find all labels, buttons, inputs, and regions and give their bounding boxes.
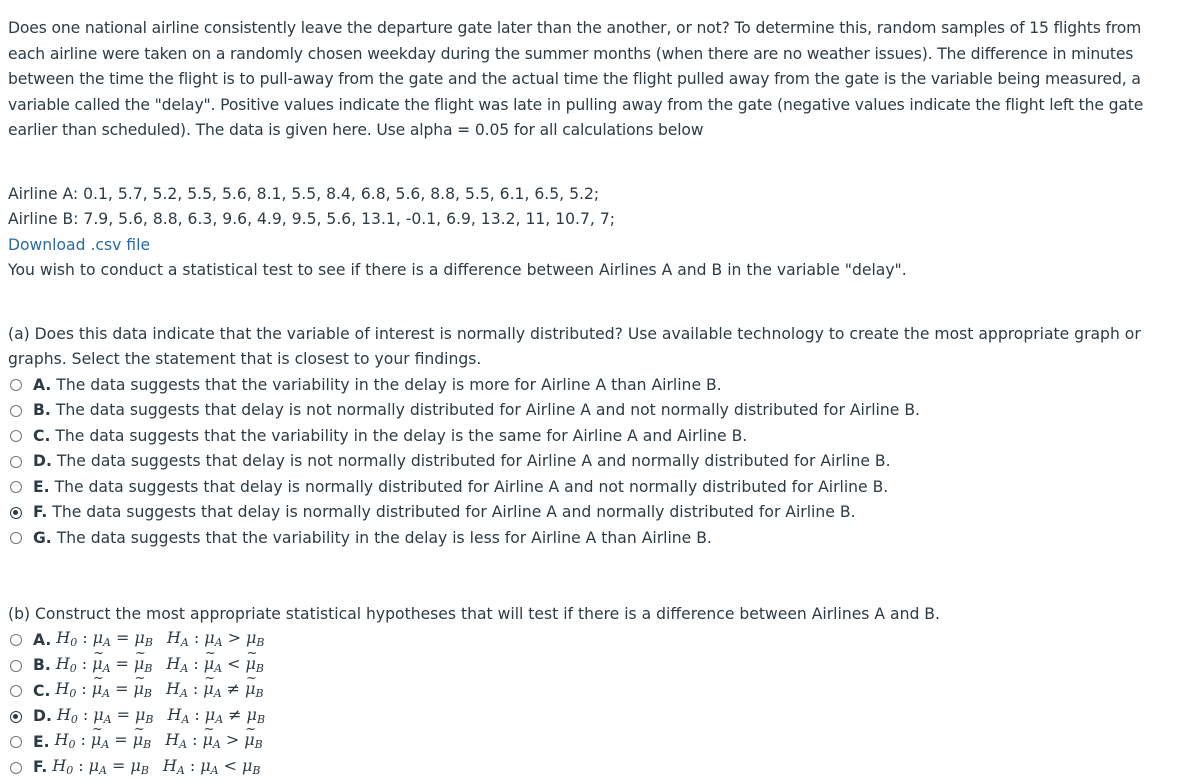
parameter-symbol — [133, 727, 143, 753]
null-hypothesis-label: H — [55, 679, 69, 698]
parameter-letter: μ — [89, 756, 99, 775]
question-intro: Does one national airline consistently leave the departure gate later than the another, or not? To determine this, random samples of 15 flights from each airline were taken on a randomly chosen weekday during the summer months (when there are no weather issues). The difference in minutes between the time the flight is to pull-away from the gate and the actual time the flight pulled away from the gate is the variable being measured, a variable called the "delay". Positive values indicate the flight was late in pulling away from the gate (negative values indicate the flight left the gate earlier than scheduled). The data is given here. Use alpha = 0.05 for all calculations below — [8, 16, 1178, 144]
colon-symbol: : — [81, 730, 86, 749]
option-letter: F. — [33, 500, 47, 526]
option-letter: F. — [33, 755, 47, 781]
option-text: The data suggests that the variability in the delay is less for Airline A than Airline B. — [57, 526, 712, 552]
parameter-symbol — [91, 727, 101, 753]
equals-symbol: = — [115, 679, 128, 698]
part-b-options — [8, 628, 1178, 781]
part-a-prompt: (a) Does this data indicate that the variable of interest is normally distributed? Use available technology to create the most appropriate graph or graphs. Select the statement that is closest to your findings. — [8, 322, 1178, 373]
hypothesis-expression — [52, 753, 260, 783]
parameter-letter: μ — [202, 730, 212, 749]
alt-hypothesis-label: H — [166, 679, 180, 698]
parameter-subscript: A — [103, 636, 111, 649]
parameter-letter: μ — [133, 679, 143, 698]
radio-button[interactable] — [10, 634, 22, 646]
airline-a-data: Airline A: 0.1, 5.7, 5.2, 5.5, 5.6, 8.1, 5.5, 8.4, 6.8, 5.6, 8.8, 5.5, 6.1, 6.5, 5.2; — [8, 182, 1178, 208]
radio-button[interactable] — [10, 660, 22, 672]
option-text: The data suggests that delay is normally distributed for Airline A and normally distributed for Airline B. — [52, 500, 855, 526]
part-a-option[interactable] — [8, 373, 1178, 399]
colon-symbol: : — [82, 654, 87, 673]
colon-symbol: : — [190, 756, 195, 775]
option-letter: C. — [33, 679, 50, 705]
radio-button[interactable] — [10, 456, 22, 468]
parameter-subscript: B — [256, 662, 264, 675]
parameter-subscript: A — [103, 662, 111, 675]
option-letter: D. — [33, 449, 52, 475]
radio-button[interactable] — [10, 481, 22, 493]
alt-hypothesis-label: H — [167, 628, 181, 647]
parameter-subscript: B — [255, 738, 263, 751]
airline-b-data: Airline B: 7.9, 5.6, 8.8, 6.3, 9.6, 4.9, 9.5, 5.6, 13.1, -0.1, 6.9, 13.2, 11, 10.7, 7; — [8, 207, 1178, 233]
parameter-subscript: B — [144, 662, 152, 675]
part-a-option[interactable] — [8, 398, 1178, 424]
parameter-letter: μ — [135, 705, 145, 724]
parameter-subscript: A — [214, 662, 222, 675]
parameter-letter: μ — [245, 679, 255, 698]
null-hypothesis-subscript: 0 — [69, 687, 76, 700]
comparison-operator: > — [228, 628, 241, 647]
part-a-option[interactable] — [8, 424, 1178, 450]
option-letter: G. — [33, 526, 52, 552]
colon-symbol: : — [83, 705, 88, 724]
option-text: The data suggests that delay is not normally distributed for Airline A and normally distributed for Airline B. — [57, 449, 891, 475]
option-letter: B. — [33, 653, 51, 679]
comparison-operator: < — [224, 756, 237, 775]
comparison-operator: ≠ — [227, 679, 240, 698]
part-b-section — [8, 602, 1178, 781]
radio-button[interactable] — [10, 685, 22, 697]
part-b-option[interactable] — [8, 730, 1178, 756]
part-a-option[interactable] — [8, 449, 1178, 475]
option-letter: E. — [33, 475, 50, 501]
radio-button[interactable] — [10, 379, 22, 391]
alt-hypothesis-label: H — [167, 705, 181, 724]
alt-hypothesis-subscript: A — [180, 662, 188, 675]
parameter-letter: μ — [245, 654, 255, 673]
radio-button[interactable] — [10, 507, 22, 519]
option-letter: B. — [33, 398, 51, 424]
parameter-letter: μ — [134, 654, 144, 673]
parameter-letter: μ — [91, 730, 101, 749]
null-hypothesis-label: H — [56, 628, 70, 647]
option-letter: E. — [33, 730, 50, 756]
null-hypothesis-subscript: 0 — [70, 636, 77, 649]
parameter-subscript: B — [257, 713, 265, 726]
parameter-letter: μ — [247, 705, 257, 724]
parameter-symbol — [92, 676, 102, 702]
option-text: The data suggests that delay is not normally distributed for Airline A and not normally distributed for Airline B. — [56, 398, 920, 424]
null-hypothesis-label: H — [56, 654, 70, 673]
parameter-symbol — [202, 727, 212, 753]
option-letter: A. — [33, 373, 51, 399]
null-hypothesis-label: H — [57, 705, 71, 724]
parameter-symbol — [89, 756, 99, 775]
option-text: The data suggests that the variability in the delay is more for Airline A than Airline B. — [56, 373, 721, 399]
radio-button[interactable] — [10, 736, 22, 748]
task-statement: You wish to conduct a statistical test to see if there is a difference between Airlines A and B in the variable "delay". — [8, 258, 1178, 284]
colon-symbol: : — [192, 730, 197, 749]
parameter-subscript: A — [101, 738, 109, 751]
parameter-letter: μ — [134, 628, 144, 647]
parameter-subscript: A — [104, 713, 112, 726]
parameter-letter: μ — [242, 756, 252, 775]
parameter-subscript: B — [145, 713, 153, 726]
parameter-subscript: A — [99, 764, 107, 777]
colon-symbol: : — [193, 679, 198, 698]
parameter-symbol — [130, 756, 140, 775]
parameter-letter: μ — [93, 705, 103, 724]
alt-hypothesis-label: H — [165, 730, 179, 749]
part-a-option[interactable] — [8, 500, 1178, 526]
comparison-operator: > — [226, 730, 239, 749]
equals-symbol: = — [116, 654, 129, 673]
alt-hypothesis-subscript: A — [181, 713, 189, 726]
option-letter: A. — [33, 628, 51, 654]
null-hypothesis-subscript: 0 — [69, 738, 76, 751]
comparison-operator: ≠ — [228, 705, 241, 724]
parameter-letter: μ — [246, 628, 256, 647]
null-hypothesis-label: H — [55, 730, 69, 749]
null-hypothesis-subscript: 0 — [71, 713, 78, 726]
part-a-section — [8, 322, 1178, 552]
part-a-option[interactable] — [8, 526, 1178, 552]
alt-hypothesis-label: H — [163, 756, 177, 775]
option-letter: D. — [33, 704, 52, 730]
parameter-symbol — [242, 756, 252, 775]
parameter-letter: μ — [203, 679, 213, 698]
colon-symbol: : — [194, 628, 199, 647]
parameter-letter: μ — [133, 730, 143, 749]
parameter-letter: μ — [93, 628, 103, 647]
null-hypothesis-label: H — [52, 756, 66, 775]
parameter-letter: μ — [92, 654, 102, 673]
parameter-subscript: B — [252, 764, 260, 777]
equals-symbol: = — [112, 756, 125, 775]
part-b-option[interactable] — [8, 653, 1178, 679]
parameter-letter: μ — [204, 628, 214, 647]
equals-symbol: = — [114, 730, 127, 749]
parameter-subscript: A — [215, 713, 223, 726]
radio-button[interactable] — [10, 762, 22, 774]
radio-button[interactable] — [10, 405, 22, 417]
radio-button[interactable] — [10, 711, 22, 723]
colon-symbol: : — [78, 756, 83, 775]
option-text: The data suggests that the variability in the delay is the same for Airline A and Airline B. — [55, 424, 747, 450]
radio-button[interactable] — [10, 430, 22, 442]
alt-hypothesis-subscript: A — [180, 687, 188, 700]
part-b-option[interactable] — [8, 628, 1178, 654]
parameter-subscript: B — [143, 738, 151, 751]
parameter-subscript: A — [214, 687, 222, 700]
parameter-subscript: B — [145, 636, 153, 649]
parameter-subscript: A — [211, 764, 219, 777]
part-b-option[interactable] — [8, 679, 1178, 705]
equals-symbol: = — [117, 705, 130, 724]
parameter-letter: μ — [204, 654, 214, 673]
parameter-symbol — [200, 756, 210, 775]
part-b-option[interactable] — [8, 755, 1178, 781]
parameter-letter: μ — [130, 756, 140, 775]
part-a-option[interactable] — [8, 475, 1178, 501]
parameter-subscript: B — [141, 764, 149, 777]
radio-button[interactable] — [10, 532, 22, 544]
part-a-options — [8, 373, 1178, 552]
parameter-subscript: A — [215, 636, 223, 649]
equals-symbol: = — [116, 628, 129, 647]
null-hypothesis-subscript: 0 — [66, 764, 73, 777]
parameter-letter: μ — [205, 705, 215, 724]
option-letter: C. — [33, 424, 50, 450]
part-b-prompt: (b) Construct the most appropriate statistical hypotheses that will test if there is a difference between Airlines A and B. — [8, 602, 1178, 628]
parameter-symbol — [244, 727, 254, 753]
parameter-subscript: B — [144, 687, 152, 700]
parameter-subscript: B — [255, 687, 263, 700]
colon-symbol: : — [82, 628, 87, 647]
data-block — [8, 182, 1178, 284]
alt-hypothesis-subscript: A — [177, 764, 185, 777]
parameter-symbol — [203, 676, 213, 702]
download-csv-link[interactable]: Download .csv file — [8, 233, 1178, 259]
parameter-letter: μ — [92, 679, 102, 698]
option-text: The data suggests that delay is normally distributed for Airline A and not normally distributed for Airline B. — [55, 475, 889, 501]
alt-hypothesis-subscript: A — [181, 636, 189, 649]
parameter-subscript: A — [102, 687, 110, 700]
alt-hypothesis-label: H — [166, 654, 180, 673]
parameter-symbol — [245, 676, 255, 702]
comparison-operator: < — [227, 654, 240, 673]
parameter-subscript: B — [256, 636, 264, 649]
part-b-option[interactable] — [8, 704, 1178, 730]
colon-symbol: : — [193, 654, 198, 673]
parameter-symbol — [133, 676, 143, 702]
parameter-letter: μ — [200, 756, 210, 775]
alt-hypothesis-subscript: A — [179, 738, 187, 751]
colon-symbol: : — [81, 679, 86, 698]
null-hypothesis-subscript: 0 — [70, 662, 77, 675]
colon-symbol: : — [194, 705, 199, 724]
parameter-letter: μ — [244, 730, 254, 749]
parameter-subscript: A — [213, 738, 221, 751]
